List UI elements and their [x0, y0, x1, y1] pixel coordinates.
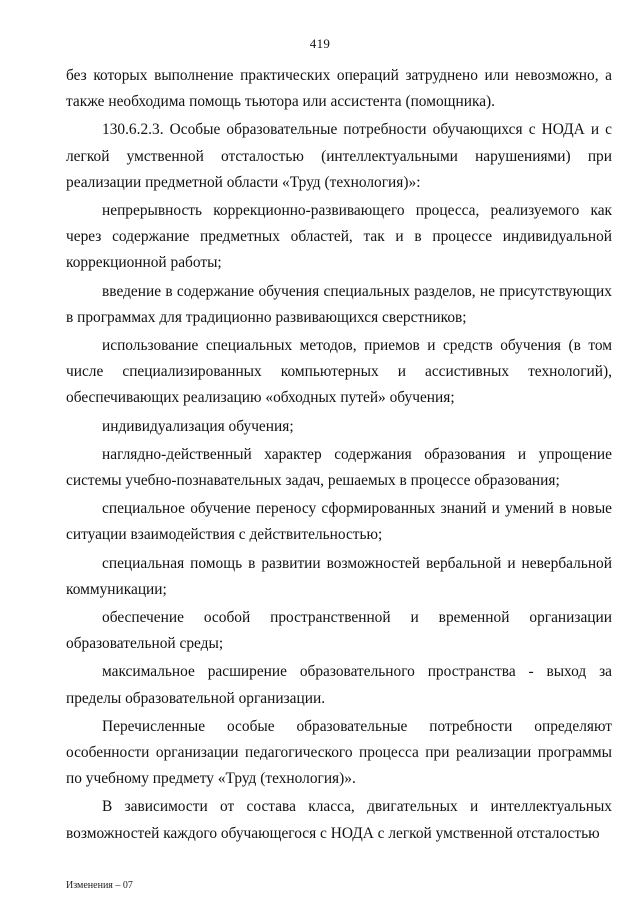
list-item: специальное обучение переносу сформированных знаний и умений в новые ситуации взаимодействия с действительностью; — [66, 500, 612, 544]
list-item: максимальное расширение образовательного пространства - выход за пределы образовательной организации. — [66, 663, 612, 707]
list-item: наглядно-действенный характер содержания образования и упрощение системы учебно-познавательных задач, решаемых в процессе образования; — [66, 445, 612, 490]
list-item: введение в содержание обучения специальных разделов, не присутствующих в программах для традиционно развивающихся сверстников; — [66, 282, 612, 326]
paragraph: Перечисленные особые образовательные потребности определяют особенности организации педагогического процесса при реализации программы по учебному предмету «Труд (технология)». — [66, 717, 612, 788]
list-item: непрерывность коррекционно-развивающего процесса, реализуемого как через содержание предметных областей, так и в процессе индивидуальной коррекционной работы; — [66, 202, 612, 272]
list-item: использование специальных методов, приемов и средств обучения (в том числе специализированных компьютерных и ассистивных технологий), обеспечивающих реализацию «обходных путей» обучения; — [66, 337, 612, 407]
list-item: специальная помощь в развитии возможностей вербальной и невербальной коммуникации; — [66, 554, 612, 598]
list-item: индивидуализация обучения; — [102, 417, 294, 435]
paragraph-continuation: без которых выполнение практических операций затруднено или невозможно, а также необходима помощь тьютора или ассистента (помощника). — [66, 67, 612, 111]
document-body — [66, 63, 612, 847]
paragraph-section-heading: 130.6.2.3. Особые образовательные потребности обучающихся с НОДА и с легкой умственной отсталостью (интеллектуальными нарушениями) при реализации предметной области «Труд (технология)»: — [66, 121, 612, 191]
list-item: обеспечение особой пространственной и временной организации образовательной среды; — [66, 609, 612, 653]
page-number: 419 — [309, 36, 331, 51]
paragraph: В зависимости от состава класса, двигательных и интеллектуальных возможностей каждого обучающегося с НОДА с легкой умственной отсталостью — [66, 798, 612, 842]
page-footer: Изменения – 07 — [66, 880, 133, 891]
